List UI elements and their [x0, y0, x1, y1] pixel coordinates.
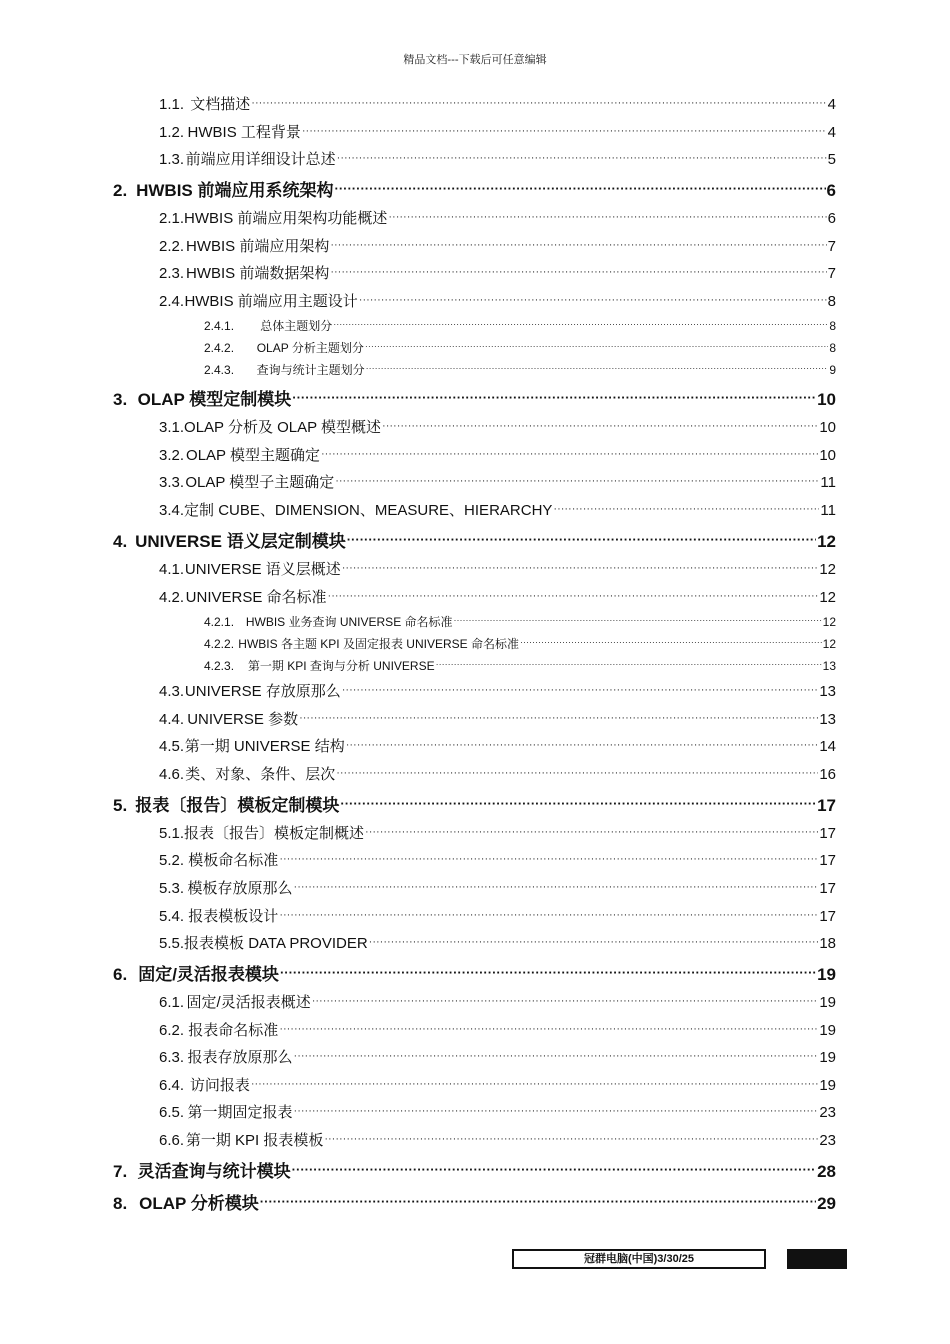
toc-number: 6.4.	[159, 1077, 185, 1094]
dot-leader	[365, 826, 818, 838]
dot-leader	[365, 341, 828, 351]
toc-entry[interactable]	[159, 1101, 836, 1122]
toc-entry[interactable]	[159, 991, 836, 1012]
dot-leader	[336, 767, 818, 779]
toc-number: 5.3.	[159, 880, 185, 897]
toc-title: UNIVERSE 参数	[187, 711, 299, 728]
toc-number: 1.1.	[159, 96, 185, 113]
dot-leader	[280, 965, 816, 980]
toc-title: 总体主题划分	[260, 319, 333, 333]
dot-leader	[294, 881, 819, 893]
toc-page: 5	[827, 151, 836, 168]
dot-leader	[346, 739, 819, 751]
dot-leader	[294, 1105, 819, 1117]
toc-page: 4	[827, 96, 836, 113]
toc-title: 模板存放原那么	[187, 880, 293, 897]
dot-leader	[340, 796, 816, 811]
footer-black-block	[787, 1249, 847, 1269]
toc-title: OLAP 模型定制模块	[137, 390, 292, 409]
toc-number: 1.2.	[159, 124, 185, 141]
toc-page: 13	[822, 659, 836, 673]
toc-entry[interactable]	[159, 558, 836, 579]
toc-entry[interactable]	[204, 361, 836, 378]
toc-title: 固定/灵活报表概述	[186, 994, 311, 1011]
toc-page: 8	[829, 341, 836, 355]
toc-number: 2.4.1.	[204, 319, 235, 333]
toc-number: 6.6.	[159, 1132, 185, 1149]
toc-title: 类、对象、条件、层次	[185, 766, 336, 783]
toc-entry[interactable]	[159, 1074, 836, 1095]
toc-entry[interactable]	[159, 905, 836, 926]
dot-leader	[292, 390, 816, 405]
toc-number: 3.1.	[159, 419, 185, 436]
toc-number: 4.2.3.	[204, 659, 235, 673]
toc-number: 7.	[113, 1162, 128, 1181]
dot-leader	[299, 712, 818, 724]
toc-page: 19	[819, 1022, 836, 1039]
toc-entry[interactable]	[159, 499, 836, 520]
toc-number: 6.1.	[159, 994, 185, 1011]
toc-page: 19	[819, 994, 836, 1011]
toc-page: 12	[819, 561, 836, 578]
toc-number: 3.4.	[159, 502, 185, 519]
toc-title: OLAP 模型子主题确定	[185, 474, 335, 491]
toc-title: 报表〔报告〕模板定制概述	[184, 825, 365, 842]
toc-page: 13	[819, 683, 836, 700]
toc-page: 6	[826, 181, 836, 200]
toc-number: 5.4.	[159, 908, 185, 925]
toc-page: 14	[819, 738, 836, 755]
toc-entry[interactable]	[159, 262, 836, 283]
toc-page: 10	[819, 447, 836, 464]
dot-leader	[369, 936, 819, 948]
toc-number: 4.	[113, 532, 128, 551]
dot-leader	[436, 659, 822, 669]
page-header-note: 精品文档---下载后可任意编辑	[403, 53, 547, 66]
toc-number: 4.2.2.	[204, 637, 235, 651]
toc-number: 6.2.	[159, 1022, 185, 1039]
toc-entry[interactable]	[159, 680, 836, 701]
dot-leader	[382, 420, 818, 432]
toc-page: 12	[822, 615, 836, 629]
toc-entry[interactable]	[204, 657, 836, 674]
toc-page: 7	[827, 265, 836, 282]
dot-leader	[279, 853, 818, 865]
toc-title: HWBIS 工程背景	[187, 124, 301, 141]
dot-leader	[520, 637, 822, 647]
toc-page: 11	[820, 474, 836, 491]
toc-title: HWBIS 前端数据架构	[185, 265, 330, 282]
toc-number: 5.1.	[159, 825, 185, 842]
toc-entry[interactable]	[113, 1189, 836, 1214]
toc-number: 3.	[113, 390, 128, 409]
toc-number: 2.3.	[159, 265, 185, 282]
toc-entry[interactable]	[159, 877, 836, 898]
toc-title: OLAP 分析及 OLAP 模型概述	[184, 419, 382, 436]
toc-title: HWBIS 前端应用架构功能概述	[184, 210, 388, 227]
toc-number: 4.5.	[159, 738, 185, 755]
toc-title: 报表命名标准	[188, 1022, 279, 1039]
toc-number: 3.2.	[159, 447, 185, 464]
toc-entry[interactable]	[159, 932, 836, 953]
toc-title: 灵活查询与统计模块	[137, 1162, 291, 1181]
toc-number: 2.2.	[159, 238, 185, 255]
toc-page: 13	[819, 711, 836, 728]
toc-title: 固定/灵活报表模块	[138, 965, 279, 984]
toc-page: 17	[819, 852, 836, 869]
dot-leader	[312, 995, 819, 1007]
toc-page: 16	[819, 766, 836, 783]
toc-entry[interactable]	[113, 527, 836, 552]
toc-entry[interactable]	[204, 613, 836, 630]
toc-number: 6.3.	[159, 1049, 185, 1066]
dot-leader	[302, 125, 827, 137]
toc-entry[interactable]	[159, 849, 836, 870]
toc-page: 10	[817, 390, 836, 409]
toc-entry[interactable]	[113, 176, 836, 201]
toc-number: 5.5.	[159, 935, 185, 952]
toc-number: 4.2.	[159, 589, 185, 606]
toc-entry[interactable]	[113, 385, 836, 410]
toc-entry[interactable]	[159, 93, 836, 114]
dot-leader	[330, 266, 826, 278]
toc-title: 第一期 KPI 报表模板	[185, 1132, 324, 1149]
toc-title: OLAP 分析模块	[139, 1194, 259, 1213]
toc-entry[interactable]	[159, 121, 836, 142]
toc-entry[interactable]	[159, 416, 836, 437]
toc-title: 报表模板设计	[188, 908, 279, 925]
toc-page: 11	[820, 502, 836, 519]
toc-entry[interactable]	[159, 148, 836, 169]
dot-leader	[342, 562, 819, 574]
toc-page: 8	[829, 319, 836, 333]
dot-leader	[347, 532, 816, 547]
toc-entry[interactable]	[159, 735, 836, 756]
dot-leader	[251, 1078, 818, 1090]
toc-number: 4.4.	[159, 711, 185, 728]
toc-title: 报表〔报告〕模板定制模块	[135, 796, 340, 815]
toc-number: 4.2.1.	[204, 615, 235, 629]
toc-number: 4.3.	[159, 683, 185, 700]
toc-entry[interactable]	[159, 708, 836, 729]
dot-leader	[251, 97, 826, 109]
toc-title: HWBIS 前端应用系统架构	[136, 181, 334, 200]
toc-title: HWBIS 前端应用主题设计	[184, 293, 358, 310]
toc-title: UNIVERSE 命名标准	[185, 589, 327, 606]
toc-title: 第一期固定报表	[187, 1104, 293, 1121]
toc-page: 17	[817, 796, 836, 815]
dot-leader	[334, 181, 825, 196]
toc-entry[interactable]	[159, 444, 836, 465]
toc-title: HWBIS 业务查询 UNIVERSE 命名标准	[245, 615, 453, 629]
toc-page: 12	[822, 637, 836, 651]
dot-leader	[337, 152, 827, 164]
toc-title: UNIVERSE 存放原那么	[184, 683, 341, 700]
dot-leader	[553, 503, 819, 515]
dot-leader	[333, 319, 828, 329]
toc-title: HWBIS 前端应用架构	[185, 238, 330, 255]
toc-number: 8.	[113, 1194, 128, 1213]
toc-number: 2.4.2.	[204, 341, 235, 355]
toc-page: 17	[819, 908, 836, 925]
dot-leader	[454, 615, 822, 625]
toc-title: UNIVERSE 语义层定制模块	[135, 532, 346, 551]
dot-leader	[324, 1133, 818, 1145]
dot-leader	[366, 363, 829, 373]
toc-number: 1.3.	[159, 151, 185, 168]
toc-title: OLAP 分析主题划分	[256, 341, 364, 355]
toc-page: 18	[819, 935, 836, 952]
dot-leader	[388, 211, 826, 223]
toc-page: 28	[817, 1162, 836, 1181]
dot-leader	[330, 239, 826, 251]
toc-title: 访问报表	[189, 1077, 250, 1094]
toc-entry[interactable]	[159, 235, 836, 256]
toc-title: 文档描述	[190, 96, 251, 113]
toc-entry[interactable]	[204, 635, 836, 652]
toc-title: 第一期 KPI 查询与分析 UNIVERSE	[247, 659, 435, 673]
dot-leader	[359, 294, 827, 306]
toc-title: OLAP 模型主题确定	[186, 447, 320, 464]
toc-page: 4	[827, 124, 836, 141]
toc-entry[interactable]	[159, 822, 836, 843]
toc-title: 模板命名标准	[188, 852, 279, 869]
toc-page: 9	[829, 363, 836, 377]
toc-number: 2.1.	[159, 210, 185, 227]
toc-number: 2.4.	[159, 293, 185, 310]
toc-entry[interactable]	[113, 960, 836, 985]
toc-entry[interactable]	[159, 1046, 836, 1067]
toc-entry[interactable]	[159, 471, 836, 492]
toc-number: 4.6.	[159, 766, 185, 783]
toc-entry[interactable]	[113, 791, 836, 816]
dot-leader	[342, 684, 819, 696]
toc-number: 6.	[113, 965, 128, 984]
toc-title: 定制 CUBE、DIMENSION、MEASURE、HIERARCHY	[184, 502, 553, 519]
dot-leader	[321, 448, 818, 460]
toc-number: 3.3.	[159, 474, 185, 491]
toc-entry[interactable]	[159, 1129, 836, 1150]
toc-page: 23	[819, 1104, 836, 1121]
toc-page: 17	[819, 825, 836, 842]
toc-title: 第一期 UNIVERSE 结构	[184, 738, 345, 755]
toc-entry[interactable]	[204, 339, 836, 356]
toc-title: 报表存放原那么	[187, 1049, 293, 1066]
toc-page: 19	[819, 1049, 836, 1066]
footer-company-date: 冠群电脑(中国)3/30/25	[512, 1249, 766, 1269]
toc-page: 23	[819, 1132, 836, 1149]
toc-number: 4.1.	[159, 561, 185, 578]
toc-page: 12	[817, 532, 836, 551]
toc-number: 2.4.3.	[204, 363, 235, 377]
dot-leader	[260, 1194, 816, 1209]
dot-leader	[279, 909, 818, 921]
toc-page: 29	[817, 1194, 836, 1213]
toc-page: 10	[819, 419, 836, 436]
toc-title: 报表模板 DATA PROVIDER	[184, 935, 368, 952]
toc-page: 7	[827, 238, 836, 255]
toc-page: 12	[819, 589, 836, 606]
toc-page: 6	[827, 210, 836, 227]
toc-page: 19	[819, 1077, 836, 1094]
toc-page: 8	[827, 293, 836, 310]
toc-number: 2.	[113, 181, 128, 200]
toc-title: 查询与统计主题划分	[256, 363, 365, 377]
toc-number: 6.5.	[159, 1104, 185, 1121]
toc-entry[interactable]	[159, 207, 836, 228]
toc-entry[interactable]	[159, 1019, 836, 1040]
toc-page: 17	[819, 880, 836, 897]
dot-leader	[292, 1162, 816, 1177]
toc-title: HWBIS 各主题 KPI 及固定报表 UNIVERSE 命名标准	[238, 637, 519, 651]
toc-entry[interactable]	[159, 763, 836, 784]
toc-entry[interactable]	[159, 290, 836, 311]
dot-leader	[294, 1050, 819, 1062]
toc-title: 前端应用详细设计总述	[185, 151, 336, 168]
dot-leader	[279, 1023, 818, 1035]
dot-leader	[335, 475, 819, 487]
toc-number: 5.	[113, 796, 128, 815]
toc-entry[interactable]	[113, 1157, 836, 1182]
dot-leader	[328, 590, 819, 602]
toc-number: 5.2.	[159, 852, 185, 869]
toc-entry[interactable]	[159, 586, 836, 607]
toc-title: UNIVERSE 语义层概述	[184, 561, 341, 578]
toc-entry[interactable]	[204, 317, 836, 334]
toc-page: 19	[817, 965, 836, 984]
